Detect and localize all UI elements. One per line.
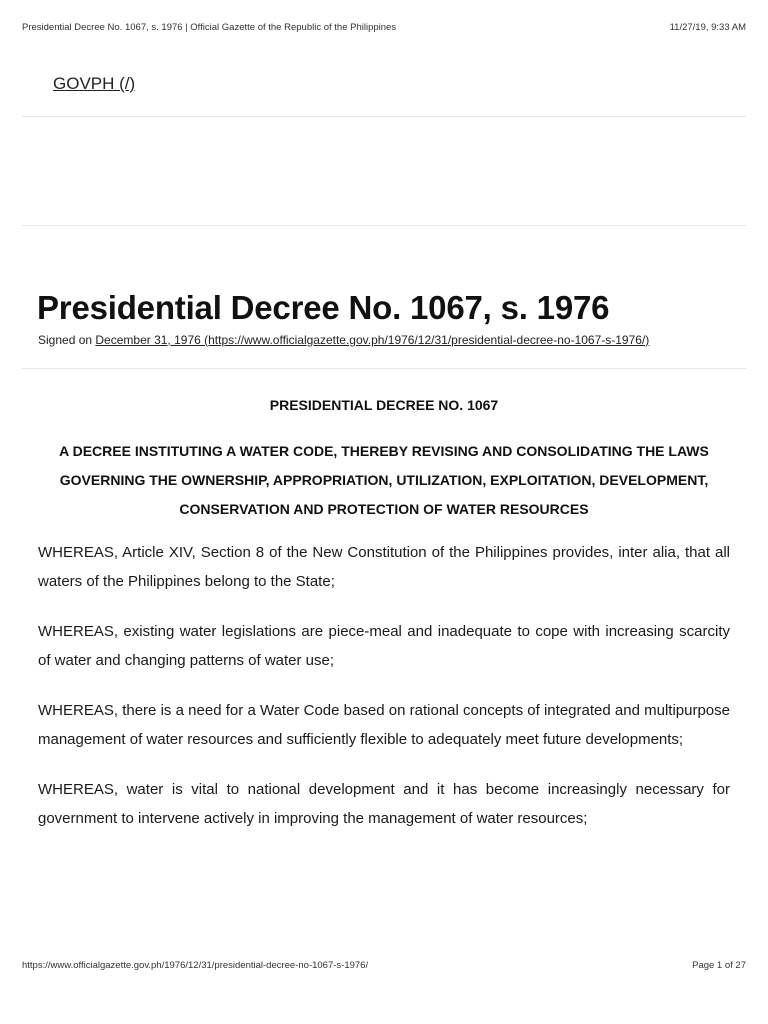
print-header [22,22,746,33]
whereas-paragraph: WHEREAS, water is vital to national development and it has become increasingly necessary for government to intervene actively in improving the management of water resources; [38,781,730,827]
whereas-paragraph: WHEREAS, there is a need for a Water Code based on rational concepts of integrated and multipurpose management of water resources and sufficiently flexible to adequately meet future developments; [38,702,730,748]
whereas-paragraph: WHEREAS, Article XIV, Section 8 of the New Constitution of the Philippines provides, inter alia, that all waters of the Philippines belong to the State; [38,544,730,590]
decree-heading: A DECREE INSTITUTING A WATER CODE, THEREBY REVISING AND CONSOLIDATING THE LAWS GOVERNING THE OWNERSHIP, APPROPRIATION, UTILIZATION, EXPLOITATION, DEVELOPMENT, CONSERVATION AND PROTECTION OF WATER RESOURCES [59,443,709,517]
decree-number: PRESIDENTIAL DECREE NO. 1067 [269,397,499,413]
divider [22,116,746,117]
whereas-paragraph: WHEREAS, existing water legislations are piece-meal and inadequate to cope with increasing scarcity of water and changing patterns of water use; [38,623,730,669]
signed-date-link[interactable]: December 31, 1976 (https://www.officialgazette.gov.ph/1976/12/31/presidential-decree-no-1067-s-1976/) [95,333,650,347]
page-title: Presidential Decree No. 1067, s. 1976 [37,289,610,326]
signed-date-line [38,333,649,347]
print-header-datetime: 11/27/19, 9:33 AM [669,22,746,33]
print-footer-url: https://www.officialgazette.gov.ph/1976/12/31/presidential-decree-no-1067-s-1976/ [22,960,369,971]
print-header-title: Presidential Decree No. 1067, s. 1976 | Official Gazette of the Republic of the Philippines [22,22,397,33]
print-footer-page-number: Page 1 of 27 [692,960,746,971]
divider [22,225,746,226]
print-footer [22,960,746,971]
article-body [38,392,730,855]
signed-prefix: Signed on [38,333,96,347]
govph-link[interactable]: GOVPH (/) [53,74,136,93]
divider [22,368,746,369]
